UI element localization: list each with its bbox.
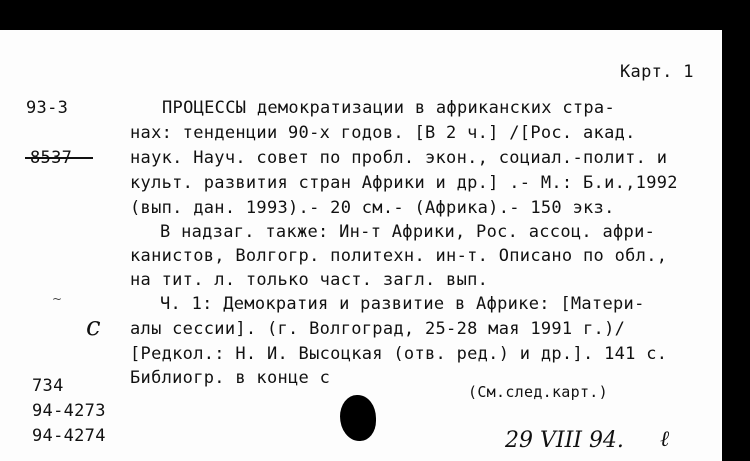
handwritten-initial: ℓ (660, 427, 670, 452)
call-number: 93-3 (26, 98, 69, 118)
entry-line-8: на тит. л. только част. загл. вып. (130, 270, 489, 290)
scan-top-border (0, 0, 750, 30)
entry-line-11: [Редкол.: Н. И. Высоцкая (отв. ред.) и др.]. 141 с. (130, 344, 668, 364)
entry-line-1: ПРОЦЕССЫ демократизации в африканских стра- (162, 98, 615, 118)
left-number-2: 94-4273 (32, 401, 106, 421)
ink-blot (340, 395, 376, 441)
entry-line-9: Ч. 1: Демократия и развитие в Африке: [Матери- (160, 294, 645, 314)
continuation-note: (См.след.карт.) (468, 383, 608, 401)
entry-line-7: канистов, Волгогр. политехн. ин-т. Описано по обл., (130, 246, 668, 266)
catalog-card (0, 30, 722, 461)
pencil-mark: ~ (52, 292, 63, 306)
handwritten-mark: c (86, 312, 101, 342)
entry-line-6: В надзаг. также: Ин-т Африки, Рос. ассоц. афри- (160, 222, 656, 242)
inventory-number: 8537 (30, 148, 73, 168)
entry-line-3: наук. Науч. совет по пробл. экон., социал.-полит. и (130, 148, 668, 168)
left-number-1: 734 (32, 376, 64, 396)
card-label: Карт. 1 (620, 62, 694, 82)
entry-line-4: культ. развития стран Африки и др.] .- М.: Б.и.,1992 (130, 173, 678, 193)
entry-line-12: Библиогр. в конце с (130, 368, 331, 388)
entry-line-10: алы сессии]. (г. Волгоград, 25-28 мая 1991 г.)/ (130, 319, 626, 339)
handwritten-date: 29 VIII 94. (505, 428, 624, 453)
left-number-3: 94-4274 (32, 426, 106, 446)
entry-line-2: нах: тенденции 90-х годов. [В 2 ч.] /[Рос. акад. (130, 123, 636, 143)
entry-line-5: (вып. дан. 1993).- 20 см.- (Африка).- 150 экз. (130, 198, 615, 218)
scan-right-border (722, 0, 750, 461)
